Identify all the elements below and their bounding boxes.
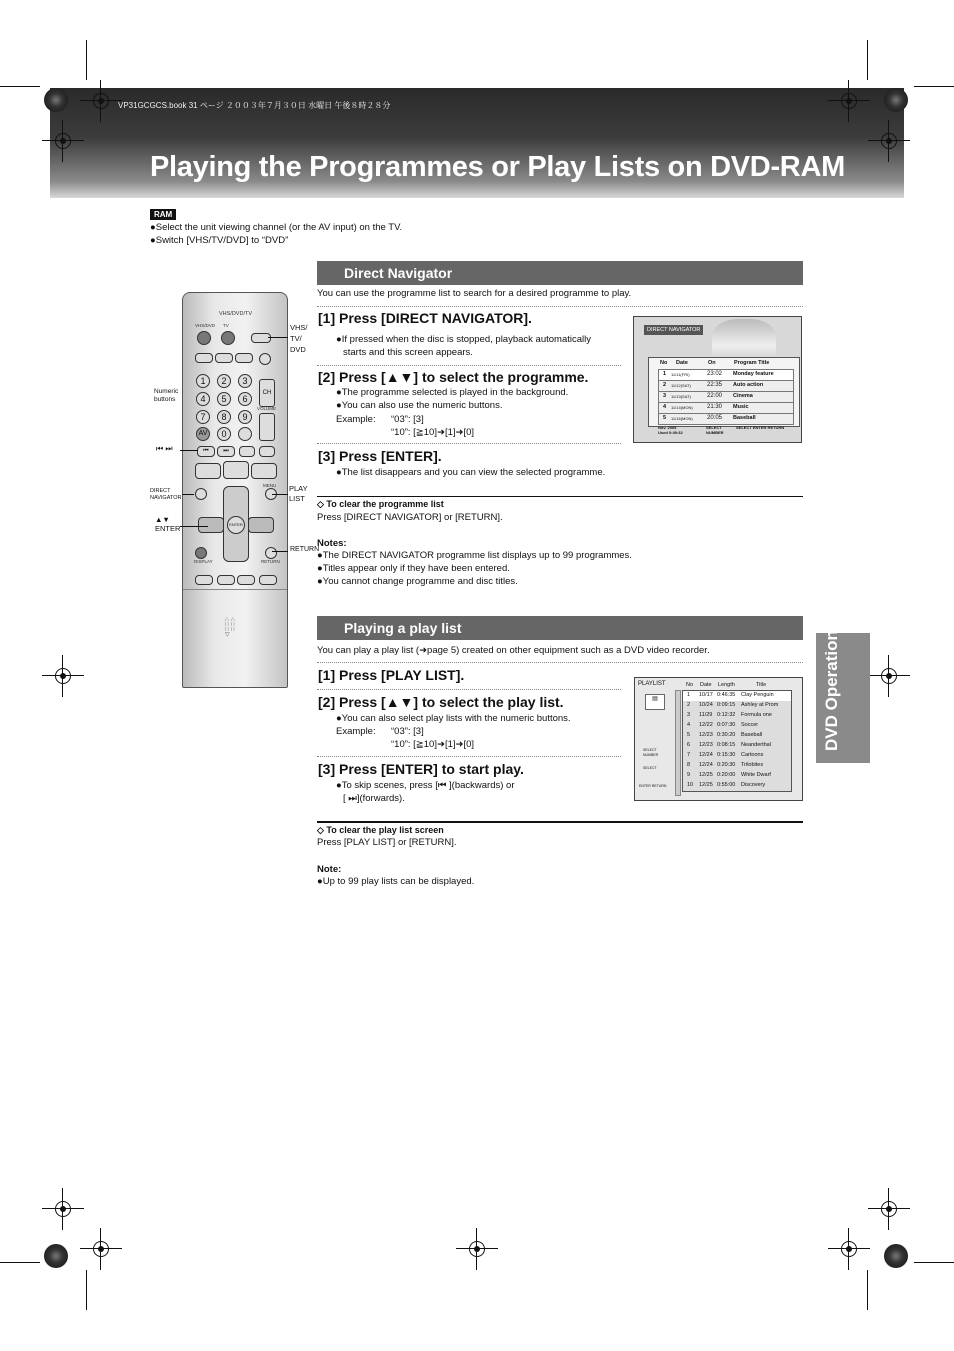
dn-step-1-bullet-cont: starts and this screen appears. (343, 347, 473, 358)
table-cell: 22:00 (707, 393, 723, 399)
dn-clear-text: Press [DIRECT NAVIGATOR] or [RETURN]. (317, 512, 503, 523)
table-cell: 11/12(SAT) (671, 383, 691, 388)
divider (317, 689, 621, 690)
table-cell: 21:30 (707, 404, 723, 410)
table-cell: 12/23 (699, 732, 713, 738)
remote-control (182, 292, 288, 688)
dn-col-header: On (708, 360, 716, 366)
pl-table-row[interactable] (683, 781, 791, 791)
number-0-button[interactable]: 0 (217, 427, 231, 441)
dn-example-1: “03”: [3] (391, 414, 424, 425)
table-cell: Monday feature (733, 371, 774, 377)
number-6-button[interactable]: 6 (238, 392, 252, 406)
section-side-tab (816, 620, 870, 763)
table-cell: 0:30:20 (717, 732, 736, 738)
divider (317, 496, 803, 497)
number-8-button[interactable]: 8 (217, 410, 231, 424)
play-list-description: You can play a play list (➜page 5) created on other equipment such as a DVD video recorder. (317, 645, 710, 656)
volume-label: VOLUME (257, 406, 277, 411)
registration-circle (44, 1244, 68, 1268)
callout-play-list: PLAY LIST (289, 484, 308, 503)
table-cell: Baseball (733, 415, 756, 421)
playlist-icon: ▤ (645, 694, 665, 710)
crop-mark (466, 1238, 488, 1260)
table-cell: 12/25 (699, 772, 713, 778)
divider (317, 365, 621, 366)
pl-step-3-bullet: ●To skip scenes, press [⏮ ](backwards) or (336, 780, 515, 791)
table-cell: 0:09:15 (717, 702, 736, 708)
dn-col-header: Date (676, 360, 688, 366)
dn-clear-heading: ◇ To clear the programme list (317, 499, 444, 509)
table-cell: 3 (687, 712, 691, 718)
return-button[interactable] (265, 547, 277, 559)
volume-rocker[interactable] (259, 413, 275, 441)
table-cell: 1 (687, 692, 691, 698)
table-cell: 2 (687, 702, 691, 708)
table-cell: 0:15:30 (717, 752, 736, 758)
dn-step-3: [3] Press [ENTER]. (318, 448, 442, 464)
direct-navigator-button[interactable] (195, 488, 207, 500)
table-cell: White Dwarf (741, 772, 771, 778)
dn-step-3-bullet: ●The list disappears and you can view the selected programme. (336, 467, 606, 478)
pl-note-heading: Note: (317, 864, 342, 875)
table-cell: 7 (687, 752, 691, 758)
dn-notes-heading: Notes: (317, 538, 347, 549)
remote-vhs-label: VHS/DVD (195, 323, 216, 328)
direct-navigator-heading-band (317, 261, 803, 285)
table-cell: 0:46:35 (717, 692, 736, 698)
dn-step-2: [2] Press [▲▼] to select the programme. (318, 369, 589, 385)
pl-side-select-number: SELECT NUMBER (643, 748, 659, 757)
enter-button[interactable]: ENTER (227, 516, 245, 534)
direct-navigator-heading: Direct Navigator (344, 265, 453, 281)
pl-rows (682, 690, 792, 792)
table-cell: 2 (663, 382, 667, 388)
remote-button[interactable] (259, 575, 277, 585)
number-1-button[interactable]: 1 (196, 374, 210, 388)
dn-note: ●Titles appear only if they have been entered. (317, 563, 510, 574)
leader-line (272, 494, 288, 495)
pl-example-label: Example: (336, 726, 376, 737)
callout-numeric: Numeric buttons (154, 388, 179, 403)
table-cell: 0:20:30 (717, 762, 736, 768)
pl-step-1: [1] Press [PLAY LIST]. (318, 667, 465, 683)
remote-button[interactable] (235, 353, 253, 363)
dn-step-2-bullet: ●You can also use the numeric buttons. (336, 400, 503, 411)
rec-button[interactable] (259, 353, 271, 365)
pl-col-header: Title (756, 682, 767, 688)
pl-step-2: [2] Press [▲▼] to select the play list. (318, 694, 564, 710)
registration-circle (884, 88, 908, 112)
table-cell: 5 (663, 415, 667, 421)
remote-button[interactable] (215, 353, 233, 363)
table-cell: 12/24 (699, 752, 713, 758)
table-cell: Trilobites (741, 762, 764, 768)
callout-enter: ▲▼ ENTER (155, 515, 181, 533)
table-cell: 10/17 (699, 692, 713, 698)
table-cell: 10 (687, 782, 694, 788)
speaker-grille: ∴∴ ∷∷ ∷∷ ▽ (225, 617, 237, 638)
table-cell: Clay Penguin (741, 692, 774, 698)
pl-step-2-bullet: ●You can also select play lists with the numeric buttons. (336, 713, 571, 724)
table-cell: Ashley at Prom (741, 702, 779, 708)
dn-step-2-bullet: ●The programme selected is played in the background. (336, 387, 569, 398)
number-4-button[interactable]: 4 (196, 392, 210, 406)
trim-line (0, 1262, 40, 1263)
registration-circle (884, 1244, 908, 1268)
table-cell: 5 (687, 732, 691, 738)
direct-navigator-screen (633, 316, 802, 443)
table-cell: 9 (687, 772, 691, 778)
book-file-line: VP31GCGCS.book 31 ページ ２００３年７月３０日 水曜日 午後８時２８分 (118, 101, 391, 110)
crop-mark (878, 665, 900, 687)
rewind-button[interactable] (239, 446, 255, 457)
plus10-button[interactable] (238, 427, 252, 441)
trim-line (914, 86, 954, 87)
leader-line (268, 337, 288, 338)
menu-label: MENU (263, 483, 277, 488)
pause-button[interactable] (251, 463, 277, 479)
crop-mark (52, 665, 74, 687)
table-cell: 4 (663, 404, 667, 410)
trim-line (867, 1270, 868, 1310)
crop-mark (90, 90, 112, 112)
skip-forward-button[interactable]: ⏭ (217, 446, 235, 457)
table-cell: 0:08:15 (717, 742, 736, 748)
table-cell: 11/16(MON) (671, 416, 693, 421)
play-list-heading: Playing a play list (344, 620, 462, 636)
skip-back-button[interactable]: ⏮ (197, 446, 215, 457)
crop-mark (838, 1238, 860, 1260)
table-cell: 12/23 (699, 742, 713, 748)
leader-line (182, 494, 194, 495)
number-5-button[interactable]: 5 (217, 392, 231, 406)
remote-button[interactable] (195, 575, 213, 585)
display-button[interactable] (195, 547, 207, 559)
av-button[interactable]: AV (196, 427, 210, 441)
callout-return: RETURN (290, 546, 320, 553)
dpad-left[interactable] (198, 517, 224, 533)
dn-example-2: “10”: [≧10]➜[1]➜[0] (391, 427, 475, 438)
pl-step-3-bullet-cont: [ ⏭](forwards). (343, 793, 405, 804)
remote-tv-label: TV (223, 323, 229, 328)
table-cell: 10/24 (699, 702, 713, 708)
number-9-button[interactable]: 9 (238, 410, 252, 424)
callout-skip: ⏮ ⏭ (156, 444, 173, 453)
table-cell: Music (733, 404, 749, 410)
divider (317, 662, 803, 663)
table-cell: 11/13(SAT) (671, 394, 691, 399)
remote-button[interactable] (217, 575, 235, 585)
crop-mark (52, 130, 74, 152)
trim-line (86, 1270, 87, 1310)
dn-step-1-bullet: ●If pressed when the disc is stopped, playback automatically (336, 334, 591, 345)
table-cell: 11/29 (699, 712, 713, 718)
leader-line (180, 450, 198, 451)
table-cell: 4 (687, 722, 691, 728)
table-cell: 6 (687, 742, 691, 748)
callout-direct-navigator: DIRECT NAVIGATOR (150, 488, 182, 501)
leader-line (272, 551, 288, 552)
dn-footer-controls: SELECT ENTER RETURN (736, 425, 785, 430)
table-cell: 8 (687, 762, 691, 768)
channel-rocker[interactable]: CH (259, 379, 275, 407)
table-cell: Formula one (741, 712, 772, 718)
remote-button[interactable] (237, 575, 255, 585)
table-cell: 23:02 (707, 371, 723, 377)
power-tv-button[interactable] (221, 331, 235, 345)
pl-side-select: SELECT (643, 766, 657, 770)
table-cell: 0:12:32 (717, 712, 736, 718)
display-label: DISPLAY (194, 559, 213, 564)
page-title: Playing the Programmes or Play Lists on DVD-RAM (150, 151, 845, 183)
pl-col-header: Length (718, 682, 735, 688)
table-cell: 12/22 (699, 722, 713, 728)
remote-button[interactable] (195, 353, 213, 363)
table-cell: Auto action (733, 382, 764, 388)
leader-line (180, 526, 208, 527)
registration-circle (44, 88, 68, 112)
dpad-right[interactable] (248, 517, 274, 533)
table-cell: Neanderthal (741, 742, 771, 748)
pl-side-enter-return: ENTER RETURN (639, 784, 667, 788)
trim-line (86, 40, 87, 80)
table-cell: 11/14(MON) (671, 405, 693, 410)
power-vhs-button[interactable] (197, 331, 211, 345)
dn-note: ●You cannot change programme and disc titles. (317, 576, 518, 587)
crop-mark (90, 1238, 112, 1260)
trim-line (914, 1262, 954, 1263)
table-cell: 11/11(FRI) (671, 372, 690, 377)
pl-step-3: [3] Press [ENTER] to start play. (318, 761, 524, 777)
dn-step-1: [1] Press [DIRECT NAVIGATOR]. (318, 310, 532, 326)
intro-line: ●Switch [VHS/TV/DVD] to “DVD” (150, 235, 289, 246)
stop-button[interactable] (195, 463, 221, 479)
dn-footer-select-number: SELECT NUMBER (706, 425, 724, 435)
fast-forward-button[interactable] (259, 446, 275, 457)
callout-vhs-tv-dvd: VHS/ TV/ DVD (290, 323, 308, 354)
vhs-tv-dvd-switch[interactable] (251, 333, 271, 343)
dn-example-label: Example: (336, 414, 376, 425)
remote-divider (183, 589, 287, 590)
number-3-button[interactable]: 3 (238, 374, 252, 388)
table-cell: Baseball (741, 732, 763, 738)
ram-badge: RAM (150, 209, 176, 220)
number-2-button[interactable]: 2 (217, 374, 231, 388)
table-cell: 3 (663, 393, 667, 399)
pl-note: ●Up to 99 play lists can be displayed. (317, 876, 475, 887)
playlist-screen (634, 677, 803, 801)
table-cell: 0:55:00 (717, 782, 736, 788)
direct-navigator-description: You can use the programme list to search for a desired programme to play. (317, 288, 632, 299)
pl-example-1: “03”: [3] (391, 726, 424, 737)
table-cell: 12/25 (699, 782, 713, 788)
dn-table-row[interactable] (658, 413, 794, 425)
crop-mark (52, 1198, 74, 1220)
pl-col-header: Date (700, 682, 712, 688)
return-label: RETURN (261, 559, 280, 564)
divider (317, 756, 621, 757)
pl-clear-heading: ◇ To clear the play list screen (317, 825, 444, 835)
divider (317, 443, 621, 444)
trim-line (0, 86, 40, 87)
divider (317, 821, 803, 823)
table-cell: Discovery (741, 782, 766, 788)
dn-col-header: No (660, 360, 668, 366)
table-cell: 22:35 (707, 382, 723, 388)
table-cell: 1 (663, 371, 667, 377)
trim-line (867, 40, 868, 80)
table-cell: 0:20:00 (717, 772, 736, 778)
pl-screen-label: PLAYLIST (638, 681, 666, 687)
table-cell: 0:07:30 (717, 722, 736, 728)
crop-mark (878, 130, 900, 152)
play-list-heading-band (317, 616, 803, 640)
table-cell: Cartoons (741, 752, 764, 758)
crop-mark (878, 1198, 900, 1220)
pl-clear-text: Press [PLAY LIST] or [RETURN]. (317, 837, 457, 848)
number-7-button[interactable]: 7 (196, 410, 210, 424)
pl-example-2: “10”: [≧10]➜[1]➜[0] (391, 739, 475, 750)
side-tab-label: DVD Operations (822, 620, 841, 751)
table-cell: Cinema (733, 393, 753, 399)
dn-screen-label: DIRECT NAVIGATOR (644, 325, 703, 335)
pl-scrollbar[interactable] (675, 690, 681, 796)
dn-col-header: Program Title (734, 360, 770, 366)
pl-col-header: No (686, 682, 694, 688)
divider (317, 306, 803, 307)
dn-note: ●The DIRECT NAVIGATOR programme list displays up to 99 programmes. (317, 550, 632, 561)
dn-footer-disc-info: Nov. 2005 Used 0:49:32 (658, 425, 683, 435)
table-cell: 12/24 (699, 762, 713, 768)
remote-top-label: VHS/DVD/TV (219, 311, 253, 317)
play-button[interactable] (223, 461, 249, 479)
crop-mark (838, 90, 860, 112)
table-cell: Soccer (741, 722, 759, 728)
table-cell: 20:05 (707, 415, 723, 421)
intro-line: ●Select the unit viewing channel (or the AV input) on the TV. (150, 222, 403, 233)
